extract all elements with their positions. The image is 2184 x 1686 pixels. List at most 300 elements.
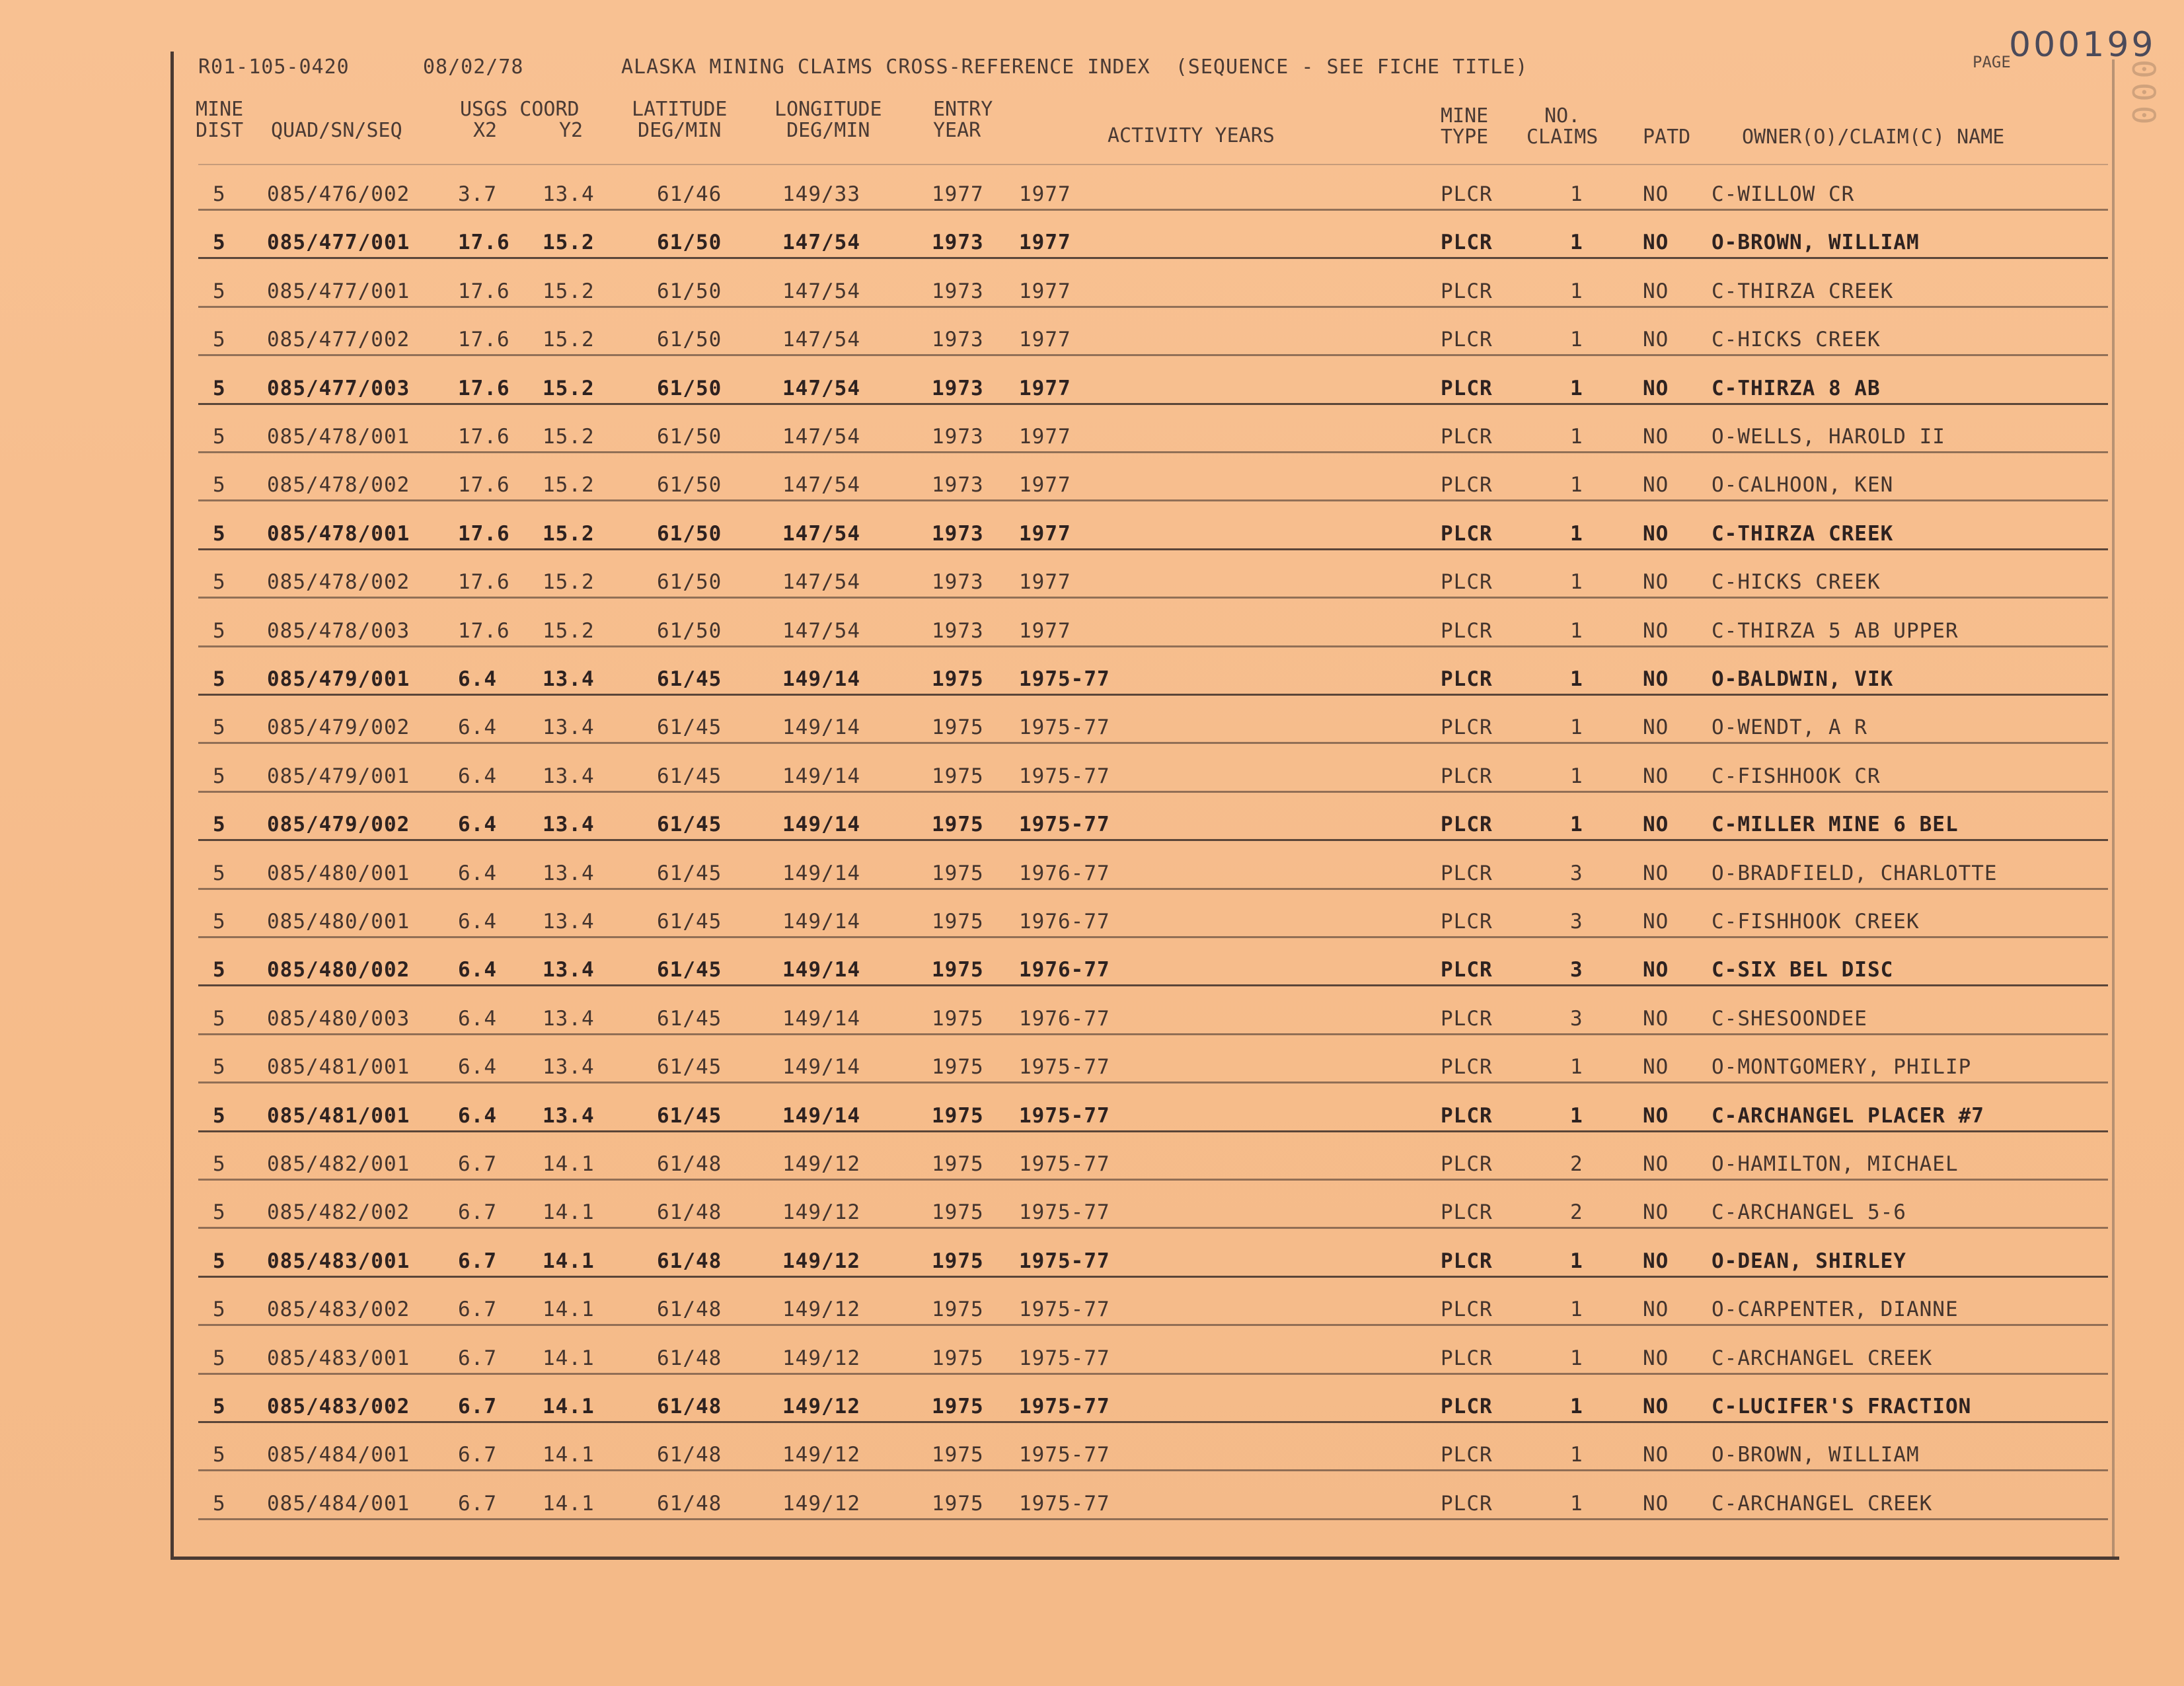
cell-type: PLCR [1441,958,1493,982]
cell-lat: 61/48 [657,1491,722,1516]
table-row [0,752,2184,801]
cell-lon: 147/54 [782,328,860,352]
cell-lon: 149/14 [782,715,860,740]
cell-entry: 1973 [932,328,984,352]
cell-y: 14.1 [543,1395,595,1418]
cell-entry: 1973 [932,618,984,643]
cell-activity: 1976-77 [1019,958,1110,982]
cell-activity: 1977 [1019,376,1071,400]
cell-y: 15.2 [543,473,595,497]
cell-activity: 1977 [1019,570,1071,595]
cell-pat: NO [1643,667,1669,691]
cell-lat: 61/45 [657,1055,722,1080]
cell-pat: NO [1643,521,1669,546]
cell-x: 6.4 [458,1006,497,1031]
col-header-dist-line1: MINE [196,98,244,121]
cell-dist: 5 [213,570,226,595]
cell-y: 13.4 [543,861,595,885]
cell-entry: 1975 [932,667,984,691]
cell-y: 15.2 [543,570,595,595]
cell-lon: 147/54 [782,231,860,255]
cell-entry: 1975 [932,910,984,934]
cell-y: 13.4 [543,182,595,206]
cell-y: 15.2 [543,618,595,643]
col-header-entry-line1: ENTRY [933,98,993,121]
col-header-type-line1: MINE [1441,104,1489,128]
cell-quad: 085/477/001 [267,279,410,303]
table-row [0,1335,2184,1383]
cell-x: 6.7 [458,1249,497,1273]
cell-x: 17.6 [458,231,510,255]
cell-owner: O-WENDT, A R [1712,715,1867,740]
cell-owner: C-FISHHOOK CR [1712,764,1881,788]
cell-claims: 1 [1570,618,1583,643]
row-rule [198,1130,2108,1132]
table-row [0,850,2184,898]
cell-claims: 1 [1570,667,1583,691]
cell-quad: 085/484/001 [267,1491,410,1516]
table-row [0,655,2184,704]
cell-y: 14.1 [543,1298,595,1322]
cell-claims: 1 [1570,1249,1583,1273]
report-date: 08/02/78 [423,55,524,79]
cell-owner: C-THIRZA 5 AB UPPER [1712,618,1959,643]
table-row [0,995,2184,1044]
cell-lon: 149/12 [782,1200,860,1225]
table-row [0,219,2184,268]
col-header-claims-line2: CLAIMS [1526,126,1599,149]
cell-quad: 085/481/001 [267,1055,410,1080]
page-label: PAGE [1973,53,2011,71]
cell-lon: 147/54 [782,279,860,303]
cell-claims: 1 [1570,1346,1583,1370]
cell-owner: O-BRADFIELD, CHARLOTTE [1712,861,1998,885]
cell-lat: 61/45 [657,667,722,691]
cell-quad: 085/483/001 [267,1346,410,1370]
cell-owner: C-ARCHANGEL PLACER #7 [1712,1103,1984,1128]
cell-lat: 61/48 [657,1298,722,1322]
cell-type: PLCR [1441,813,1493,837]
row-rule [198,888,2108,890]
cell-pat: NO [1643,425,1669,449]
cell-lat: 61/46 [657,182,722,206]
cell-x: 6.4 [458,1055,497,1080]
cell-entry: 1975 [932,1249,984,1273]
cell-lat: 61/50 [657,473,722,497]
cell-quad: 085/479/001 [267,764,410,788]
cell-quad: 085/483/002 [267,1298,410,1322]
cell-owner: O-MONTGOMERY, PHILIP [1712,1055,1972,1080]
table-row [0,461,2184,510]
cell-type: PLCR [1441,1103,1493,1128]
cell-entry: 1975 [932,958,984,982]
cell-activity: 1975-77 [1019,667,1110,691]
row-rule [198,1421,2108,1423]
cell-activity: 1977 [1019,231,1071,255]
cell-claims: 1 [1570,1298,1583,1322]
col-header-entry [933,99,993,141]
cell-dist: 5 [213,1055,226,1080]
cell-lat: 61/48 [657,1200,722,1225]
cell-dist: 5 [213,1152,226,1176]
cell-claims: 1 [1570,570,1583,595]
report-id: R01-105-0420 [198,55,350,79]
cell-entry: 1975 [932,1006,984,1031]
cell-type: PLCR [1441,570,1493,595]
cell-owner: C-SIX BEL DISC [1712,958,1894,982]
cell-claims: 1 [1570,715,1583,740]
row-rule [198,1373,2108,1375]
cell-entry: 1973 [932,376,984,400]
cell-lon: 149/12 [782,1443,860,1467]
table-row [0,170,2184,219]
cell-pat: NO [1643,1200,1669,1225]
table-row [0,1431,2184,1480]
cell-claims: 1 [1570,1103,1583,1128]
cell-activity: 1975-77 [1019,1249,1110,1273]
cell-pat: NO [1643,473,1669,497]
cell-quad: 085/480/002 [267,958,410,982]
cell-x: 6.4 [458,715,497,740]
table-row [0,365,2184,414]
cell-dist: 5 [213,1298,226,1322]
cell-lat: 61/50 [657,521,722,546]
cell-type: PLCR [1441,1200,1493,1225]
row-rule [198,984,2108,986]
cell-y: 13.4 [543,813,595,837]
cell-type: PLCR [1441,1443,1493,1467]
cell-lat: 61/48 [657,1395,722,1418]
row-rule [198,936,2108,938]
cell-pat: NO [1643,376,1669,400]
cell-dist: 5 [213,231,226,255]
cell-claims: 1 [1570,1395,1583,1418]
cell-type: PLCR [1441,715,1493,740]
report-title: ALASKA MINING CLAIMS CROSS-REFERENCE INDEX [621,55,1150,79]
cell-owner: O-WELLS, HAROLD II [1712,425,1945,449]
cell-activity: 1975-77 [1019,1200,1110,1225]
cell-lat: 61/50 [657,279,722,303]
table-row [0,268,2184,316]
cell-activity: 1977 [1019,618,1071,643]
cell-dist: 5 [213,328,226,352]
cell-activity: 1977 [1019,473,1071,497]
cell-quad: 085/480/001 [267,861,410,885]
cell-quad: 085/479/001 [267,667,410,691]
cell-y: 13.4 [543,958,595,982]
col-header-type-line2: TYPE [1441,126,1489,149]
row-rule [198,1469,2108,1471]
col-header-lat [632,99,728,141]
cell-owner: O-BROWN, WILLIAM [1712,231,1920,255]
row-rule [198,791,2108,793]
page-number: 000199 [2009,25,2156,65]
cell-type: PLCR [1441,1055,1493,1080]
col-header-claims [1526,106,1598,148]
cell-entry: 1975 [932,1152,984,1176]
row-rule [198,1276,2108,1278]
table-row [0,1480,2184,1529]
cell-dist: 5 [213,1395,226,1418]
cell-lon: 149/14 [782,1055,860,1080]
cell-pat: NO [1643,182,1669,206]
cell-x: 17.6 [458,328,510,352]
cell-activity: 1975-77 [1019,1395,1110,1418]
cell-y: 13.4 [543,667,595,691]
cell-activity: 1975-77 [1019,1055,1110,1080]
table-row [0,1189,2184,1237]
cell-type: PLCR [1441,328,1493,352]
cell-claims: 3 [1570,1006,1583,1031]
col-header-entry-line2: YEAR [933,119,981,142]
cell-quad: 085/477/002 [267,328,410,352]
cell-quad: 085/481/001 [267,1103,410,1128]
row-rule [198,1081,2108,1083]
cell-dist: 5 [213,1346,226,1370]
col-header-claims-line1: NO. [1544,104,1581,128]
col-header-lat-line2: DEG/MIN [638,119,722,142]
cell-activity: 1976-77 [1019,1006,1110,1031]
cell-pat: NO [1643,570,1669,595]
cell-lon: 149/14 [782,910,860,934]
cell-owner: C-MILLER MINE 6 BEL [1712,813,1959,837]
cell-x: 6.7 [458,1152,497,1176]
cell-claims: 1 [1570,328,1583,352]
cell-type: PLCR [1441,1006,1493,1031]
col-header-pat: PATD [1643,126,1691,149]
cell-x: 17.6 [458,473,510,497]
cell-quad: 085/483/001 [267,1249,410,1273]
cell-entry: 1975 [932,1491,984,1516]
cell-lat: 61/48 [657,1443,722,1467]
cell-owner: C-WILLOW CR [1712,182,1855,206]
cell-activity: 1977 [1019,182,1071,206]
cell-entry: 1973 [932,279,984,303]
table-row [0,1043,2184,1092]
cell-lon: 147/54 [782,570,860,595]
cell-dist: 5 [213,1249,226,1273]
header-divider [198,164,2108,165]
row-rule [198,499,2108,501]
row-rule [198,403,2108,405]
cell-y: 15.2 [543,279,595,303]
row-rule [198,306,2108,308]
cell-activity: 1975-77 [1019,1298,1110,1322]
row-rule [198,742,2108,744]
cell-claims: 3 [1570,958,1583,982]
table-row [0,1383,2184,1432]
cell-owner: O-CALHOON, KEN [1712,473,1894,497]
table-row [0,1092,2184,1141]
row-rule [198,1179,2108,1181]
cell-dist: 5 [213,182,226,206]
cell-lat: 61/45 [657,861,722,885]
cell-dist: 5 [213,958,226,982]
cell-dist: 5 [213,1006,226,1031]
cell-lat: 61/50 [657,425,722,449]
cell-y: 13.4 [543,1006,595,1031]
cell-x: 17.6 [458,570,510,595]
cell-type: PLCR [1441,473,1493,497]
cell-type: PLCR [1441,182,1493,206]
table-row [0,316,2184,365]
cell-pat: NO [1643,1491,1669,1516]
cell-dist: 5 [213,1200,226,1225]
cell-claims: 2 [1570,1152,1583,1176]
cell-y: 14.1 [543,1200,595,1225]
cell-y: 15.2 [543,328,595,352]
cell-entry: 1975 [932,1443,984,1467]
table-row [0,946,2184,995]
cell-owner: C-HICKS CREEK [1712,570,1881,595]
col-header-owner: OWNER(O)/CLAIM(C) NAME [1742,126,2005,149]
cell-pat: NO [1643,1055,1669,1080]
cell-x: 6.4 [458,910,497,934]
cell-lat: 61/45 [657,910,722,934]
cell-y: 13.4 [543,1103,595,1128]
cell-dist: 5 [213,715,226,740]
cell-lat: 61/50 [657,328,722,352]
cell-quad: 085/478/002 [267,570,410,595]
table-row [0,898,2184,947]
cell-type: PLCR [1441,1152,1493,1176]
cell-quad: 085/479/002 [267,813,410,837]
cell-activity: 1977 [1019,279,1071,303]
cell-quad: 085/480/001 [267,910,410,934]
cell-type: PLCR [1441,618,1493,643]
cell-lon: 149/14 [782,958,860,982]
cell-x: 6.7 [458,1443,497,1467]
cell-lat: 61/50 [657,231,722,255]
cell-owner: O-HAMILTON, MICHAEL [1712,1152,1959,1176]
cell-activity: 1977 [1019,328,1071,352]
cell-entry: 1973 [932,521,984,546]
cell-pat: NO [1643,231,1669,255]
cell-type: PLCR [1441,764,1493,788]
cell-lon: 149/33 [782,182,860,206]
cell-y: 13.4 [543,910,595,934]
cell-pat: NO [1643,1006,1669,1031]
cell-claims: 1 [1570,182,1583,206]
cell-x: 17.6 [458,521,510,546]
cell-owner: O-BALDWIN, VIK [1712,667,1894,691]
col-header-dist [196,99,243,141]
col-header-activity: ACTIVITY YEARS [1108,124,1275,147]
cell-quad: 085/479/002 [267,715,410,740]
table-row [0,704,2184,752]
cell-x: 17.6 [458,618,510,643]
cell-claims: 1 [1570,376,1583,400]
cell-lat: 61/48 [657,1249,722,1273]
cell-dist: 5 [213,764,226,788]
cell-quad: 085/478/001 [267,425,410,449]
cell-type: PLCR [1441,1395,1493,1418]
table-row [0,801,2184,850]
col-header-y: Y2 [559,119,584,142]
cell-lon: 147/54 [782,521,860,546]
cell-claims: 1 [1570,813,1583,837]
cell-type: PLCR [1441,1346,1493,1370]
cell-pat: NO [1643,1298,1669,1322]
cell-lon: 149/14 [782,813,860,837]
cell-owner: O-CARPENTER, DIANNE [1712,1298,1959,1322]
cell-lon: 149/14 [782,667,860,691]
cell-type: PLCR [1441,910,1493,934]
cell-lon: 149/14 [782,861,860,885]
cell-pat: NO [1643,1103,1669,1128]
cell-type: PLCR [1441,279,1493,303]
cell-lat: 61/45 [657,1006,722,1031]
cell-x: 6.7 [458,1395,497,1418]
cell-quad: 085/478/003 [267,618,410,643]
cell-activity: 1975-77 [1019,813,1110,837]
cell-entry: 1975 [932,1298,984,1322]
cell-lon: 147/54 [782,425,860,449]
report-header [198,55,1528,79]
cell-lat: 61/45 [657,764,722,788]
cell-x: 17.6 [458,279,510,303]
cell-owner: C-THIRZA 8 AB [1712,376,1881,400]
cell-owner: C-THIRZA CREEK [1712,521,1894,546]
cell-owner: C-LUCIFER'S FRACTION [1712,1395,1972,1418]
cell-activity: 1975-77 [1019,1152,1110,1176]
cell-x: 6.4 [458,861,497,885]
cell-activity: 1976-77 [1019,910,1110,934]
row-rule [198,839,2108,841]
cell-lon: 149/12 [782,1395,860,1418]
cell-pat: NO [1643,618,1669,643]
cell-y: 15.2 [543,376,595,400]
cell-pat: NO [1643,715,1669,740]
cell-quad: 085/478/002 [267,473,410,497]
cell-claims: 1 [1570,1491,1583,1516]
cell-y: 14.1 [543,1491,595,1516]
cell-quad: 085/480/003 [267,1006,410,1031]
cell-entry: 1975 [932,1055,984,1080]
cell-dist: 5 [213,473,226,497]
col-header-x: X2 [473,119,498,142]
cell-entry: 1975 [932,1395,984,1418]
cell-owner: C-SHESOONDEE [1712,1006,1867,1031]
cell-x: 3.7 [458,182,497,206]
cell-claims: 1 [1570,1055,1583,1080]
row-rule [198,451,2108,453]
cell-lon: 149/14 [782,1006,860,1031]
cell-claims: 1 [1570,473,1583,497]
cell-dist: 5 [213,910,226,934]
cell-entry: 1975 [932,1103,984,1128]
cell-lon: 149/12 [782,1298,860,1322]
cell-pat: NO [1643,861,1669,885]
cell-y: 13.4 [543,715,595,740]
cell-dist: 5 [213,667,226,691]
cell-claims: 2 [1570,1200,1583,1225]
cell-entry: 1973 [932,473,984,497]
cell-dist: 5 [213,1103,226,1128]
report-subtitle: (SEQUENCE - SEE FICHE TITLE) [1175,55,1528,79]
cell-pat: NO [1643,279,1669,303]
cell-y: 13.4 [543,764,595,788]
cell-claims: 1 [1570,425,1583,449]
cell-lat: 61/45 [657,813,722,837]
cell-owner: O-DEAN, SHIRLEY [1712,1249,1906,1273]
cell-entry: 1975 [932,1346,984,1370]
cell-lat: 61/45 [657,715,722,740]
col-header-type [1441,106,1488,148]
cell-lon: 147/54 [782,473,860,497]
col-header-lon-line1: LONGITUDE [774,98,882,121]
cell-pat: NO [1643,328,1669,352]
